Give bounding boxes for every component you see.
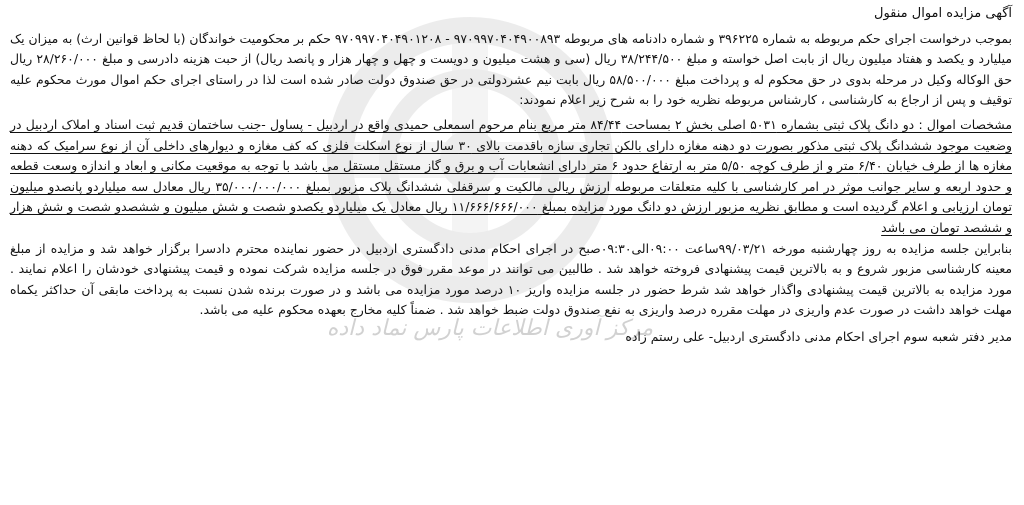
auction-terms-paragraph: بنابراین جلسه مزایده به روز چهارشنبه مورخه ۹۹/۰۳/۲۱ساعت ۰۹:۰۰الی۰۹:۳۰صبح در اجرای احکام مدنی دادگستری اردبیل در حضور نماینده محترم دادسرا برگزار خواهد شد و مزایده از مبلغ معینه کارشناسی مزبور شروع و به بالاترین قیمت پیشنهادی فروخته خواهد شد . طالبین می توانند در موعد مقرر فوق در جلسه مزایده شرکت نموده و قیمت پیشنهادی خودشان را اعلام نمایند . مورد مزایده به بالاترین قیمت پیشنهادی واگذار خواهد شد شرط حضور در جلسه مزایده واریز ۱۰ درصد مورد مزایده می باشد و در صورت برنده شدن نسبت به پرداخت مابقی آن حداکثر یکماه مهلت خواهد داشت در صورت عدم واریزی در مهلت مقرره درصد واریزی به نفع صندوق دولت ضبط خواهد شد . ضمناً کلیه مخارج بعهده محکوم علیه می باشد. [10,240,1012,318]
intro-paragraph: بموجب درخواست اجرای حکم مربوطه به شماره ۳۹۶۲۲۵ و شماره دادنامه های مربوطه ۹۷۰۹۹۷۰۴۰۴۹۰۰۸۹۳ - ۹۷۰۹۹۷۰۴۰۴۹۰۱۲۰۸ حکم بر محکومیت خواندگان (با لحاظ قوانین ارث) به میزان یک میلیارد و یکصد و هفتاد میلیون ریال از بابت اصل خواسته و مبلغ ۳۸/۲۴۴/۵۰۰ ریال (سی و هشت میلیون و دویست و چهل و چهار هزار و پانصد ریال) از حبت هزینه دادرسی و مبلغ ۲۸/۲۶۰/۰۰۰ ریال حق الوکاله وکیل در مرحله بدوی در حق محکوم له و پرداخت مبلغ ۵۸/۵۰۰/۰۰۰ ریال بابت نیم عشردولتی در حق صندوق دولت صادر شده است لذا در راستای اجرای حکم اموال مورث محکوم علیه توقیف و پس از ارجاع به کارشناسی ، کارشناس مربوطه نظریه خود را به شرح زیر اعلام نمودند: [10,30,1012,108]
watermark-caption: مرکز آوری اطلاعات پارس نماد داده [326,316,654,341]
auction-notice [10,4,1012,505]
page-title: آگهی مزایده اموال منقول [874,6,1012,21]
property-specs-paragraph: مشخصات اموال : دو دانگ پلاک ثبتی بشماره ۵۰۳۱ اصلی بخش ۲ بمساحت ۸۴/۴۴ متر مربع بنام مرحوم اسمعلی حمیدی واقع در اردبیل - پساول -جنب ساختمان قدیم ثبت اسناد و املاک اردبیل در وضعیت موجود ششدانگ پلاک ثبتی مذکور بصورت دو دهنه مغازه دارای بالکن تجاری سازه باقدمت بالای ۳۰ سال از نوع اسکلت فلزی که کف مغازه و دیوارهای داخلی آن از نوع سرامیک که دهنه مغازه ها از طرف خیابان ۶/۴۰ متر و از طرف کوچه ۵/۵۰ متر به ارتفاع حدود ۶ متر دارای انشعابات آب و برق و گاز مستقل مستقل می باشد با توجه به موقعیت مکانی و ابعاد و اندازه وسعت قطعه و حدود اربعه و سایر جوانب موثر در امر کارشناسی با کلیه متعلقات مربوطه ارزش ریالی مالکیت و سرقفلی ششدانگ پلاک مزبور بمبلغ ۳۵/۰۰۰/۰۰۰/۰۰۰ ریال معادل سه میلیاردو پانصدو میلیون تومان ارزیابی و اعلام گردیده است و مطابق نظریه مزبور ارزش دو دانگ مورد مزایده بمبلغ ۱۱/۶۶۶/۶۶۶/۰۰۰ ریال معادل یک میلیاردو یکصدو شصت و شش میلیون و ششصدو شصت و شش هزار و ششصد تومان می باشد [10,116,1013,235]
signature-line: مدیر دفتر شعبه سوم اجرای احکام مدنی دادگستری اردبیل- علی رستم زاده [625,328,1012,344]
